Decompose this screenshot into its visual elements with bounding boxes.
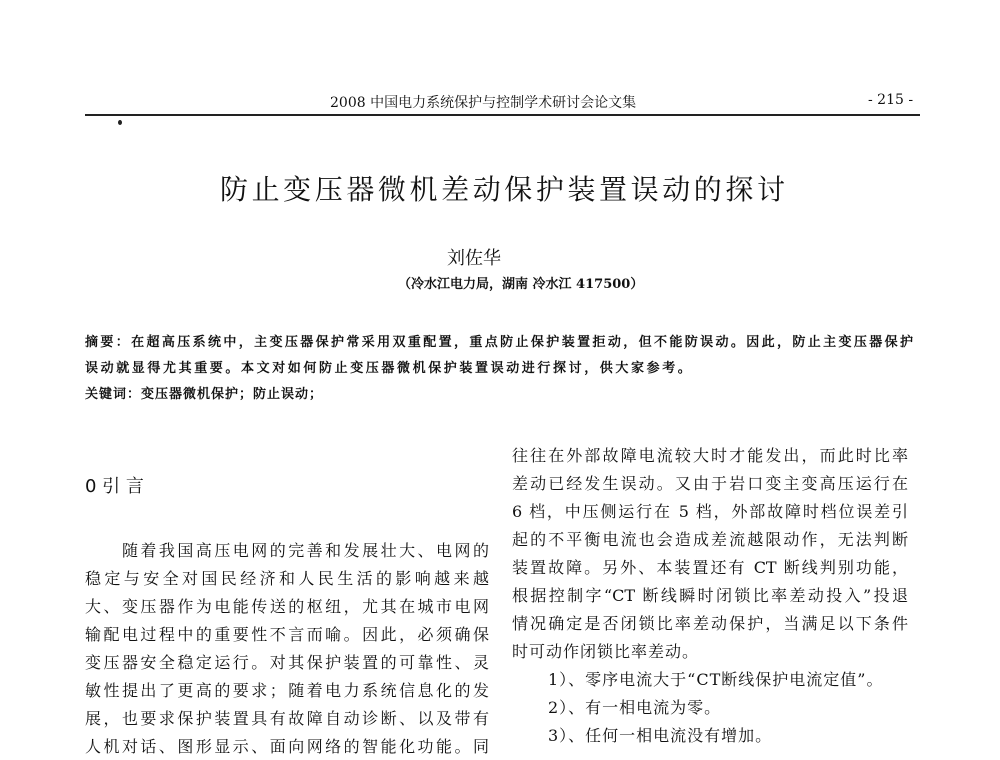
abstract-line: 误动就显得尤其重要。本文对如何防止变压器微机保护装置误动进行探讨，供大家参考。 bbox=[85, 361, 694, 376]
condition-item: 1）、零序电流大于“CT断线保护电流定值”。 bbox=[548, 670, 884, 689]
body-line: 根据控制字“CT 断线瞬时闭锁比率差动投入”投退 bbox=[512, 586, 908, 605]
header-rule bbox=[85, 114, 920, 116]
abstract-line: 摘要：在超高压系统中，主变压器保护常采用双重配置，重点防止保护装置拒动，但不能防误动。因此，防止主变压器保护 bbox=[85, 335, 913, 350]
body-line: 大、变压器作为电能传送的枢纽，尤其在城市电网 bbox=[85, 597, 489, 616]
body-line: 人机对话、图形显示、面向网络的智能化功能。同 bbox=[85, 737, 489, 756]
body-line: 变压器安全稳定运行。对其保护装置的可靠性、灵 bbox=[85, 653, 489, 672]
scan-speck bbox=[118, 120, 122, 125]
condition-item: 2）、有一相电流为零。 bbox=[548, 698, 722, 717]
body-line: 6 档，中压侧运行在 5 档，外部故障时档位误差引 bbox=[512, 502, 908, 521]
author: 刘佐华 bbox=[447, 248, 501, 269]
body-line: 时可动作闭锁比率差动。 bbox=[512, 642, 700, 661]
body-line: 装置故障。另外、本装置还有 CT 断线判别功能， bbox=[512, 558, 908, 577]
body-line: 情况确定是否闭锁比率差动保护，当满足以下条件 bbox=[512, 614, 908, 633]
affiliation: （冷水江电力局，湖南 冷水江 417500） bbox=[398, 277, 644, 292]
body-line: 稳定与安全对国民经济和人民生活的影响越来越 bbox=[85, 569, 489, 588]
body-line: 敏性提出了更高的要求；随着电力系统信息化的发 bbox=[85, 681, 489, 700]
paper-title: 防止变压器微机差动保护装置误动的探讨 bbox=[220, 173, 785, 206]
section-heading: 0 引 言 bbox=[85, 476, 144, 497]
running-head: 2008 中国电力系统保护与控制学术研讨会论文集 bbox=[330, 95, 637, 111]
body-line: 输配电过程中的重要性不言而喻。因此，必须确保 bbox=[85, 625, 489, 644]
body-line: 随着我国高压电网的完善和发展壮大、电网的 bbox=[85, 541, 489, 560]
body-line: 起的不平衡电流也会造成差流越限动作，无法判断 bbox=[512, 530, 908, 549]
body-line: 差动已经发生误动。又由于岩口变主变高压运行在 bbox=[512, 474, 908, 493]
keywords: 关键词：变压器微机保护；防止误动； bbox=[85, 387, 324, 402]
body-line: 往往在外部故障电流较大时才能发出，而此时比率 bbox=[512, 446, 908, 465]
body-line: 展，也要求保护装置具有故障自动诊断、以及带有 bbox=[85, 709, 489, 728]
page-number: - 215 - bbox=[868, 92, 914, 108]
condition-item: 3）、任何一相电流没有增加。 bbox=[548, 726, 773, 745]
